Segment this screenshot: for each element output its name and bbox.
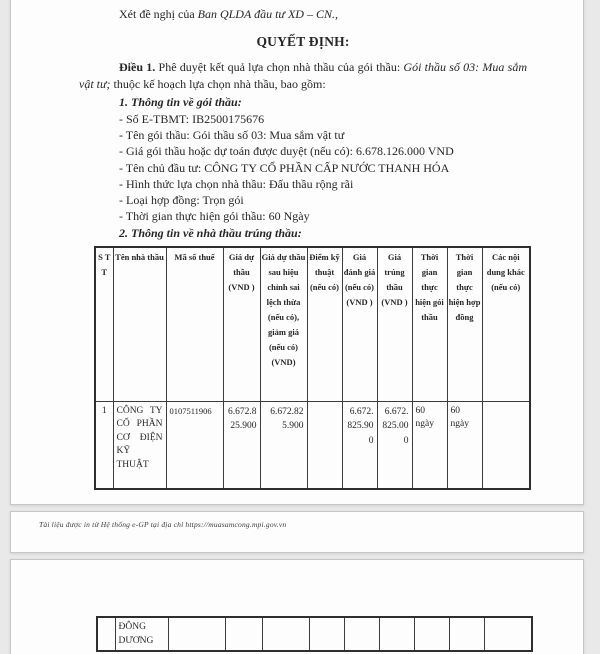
article-text-1: Phê duyệt kết quả lựa chọn nhà thầu của gói thầu: xyxy=(155,60,404,74)
winning-bidder-table xyxy=(94,246,531,490)
intro-italic-text: Ban QLDA đầu tư XD – CN., xyxy=(197,7,338,21)
table-cell: 1 xyxy=(95,401,113,489)
package-info-item: - Số E-TBMT: IB2500175676 xyxy=(119,112,265,126)
header-cell: Tên nhà thầu xyxy=(113,247,166,401)
table-header-row xyxy=(95,247,530,401)
header-cell: S T T xyxy=(95,247,113,401)
table-cell xyxy=(449,617,484,651)
header-cell: Thời gian thực hiện hợp đồng xyxy=(447,247,482,401)
table-cell xyxy=(379,617,414,651)
table-row xyxy=(97,617,532,651)
table-cell xyxy=(344,617,379,651)
page-2-table-fragment xyxy=(96,616,533,652)
intro-text: Xét đề nghị của xyxy=(119,7,198,21)
egp-footer-note: Tài liệu được in từ Hệ thống e-GP tại địa chỉ https://muasamcong.mpi.gov.vn xyxy=(39,520,287,529)
page-footer-strip xyxy=(10,511,584,553)
table-cell: 60 ngày xyxy=(412,401,447,489)
header-cell: Giá trúng thầu (VND ) xyxy=(377,247,412,401)
section-2-heading: 2. Thông tin về nhà thầu trúng thầu: xyxy=(119,226,302,241)
page-1 xyxy=(10,0,584,505)
table-cell: CÔNG TY CỔ PHẦN CƠ ĐIỆN KỸ THUẬT xyxy=(113,401,166,489)
header-cell: Giá dự thầu (VND ) xyxy=(223,247,260,401)
package-info-item: - Loại hợp đồng: Trọn gói xyxy=(119,193,244,208)
article-label: Điều 1. xyxy=(119,60,156,74)
decision-title: QUYẾT ĐỊNH: xyxy=(256,34,350,49)
package-info-item: - Hình thức lựa chọn nhà thầu: Đấu thầu rộng rãi xyxy=(119,176,354,191)
article-package-name: Gói thầu số 03: Mua sắm vật tư; xyxy=(79,60,528,91)
header-cell: Điểm kỹ thuật (nếu có) xyxy=(307,247,342,401)
header-cell: Các nội dung khác (nếu có) xyxy=(482,247,530,401)
package-info-item: - Giá gói thầu hoặc dự toán được duyệt (nếu có): 6.678.126.000 VND xyxy=(119,144,454,159)
table-cell xyxy=(307,401,342,489)
table-cell xyxy=(484,617,532,651)
header-cell: Mã số thuế xyxy=(166,247,223,401)
page-1-content xyxy=(79,0,527,490)
table-cell: 0107511906 xyxy=(166,401,223,489)
package-info-item: - Thời gian thực hiện gói thầu: 60 Ngày xyxy=(119,209,310,224)
article-1-paragraph xyxy=(79,59,527,92)
table-cell xyxy=(262,617,309,651)
package-info-item: - Tên chủ đầu tư: CÔNG TY CỔ PHẦN CẤP NƯỚC THANH HÓA xyxy=(119,160,450,175)
table-cell xyxy=(482,401,530,489)
table-cell xyxy=(225,617,262,651)
table-row xyxy=(95,401,530,489)
table-cell: 6.672.825.000 xyxy=(377,401,412,489)
table-cell xyxy=(97,617,115,651)
article-text-2: thuộc kế hoạch lựa chọn nhà thầu, bao gồm: xyxy=(110,76,326,91)
table-cell xyxy=(168,617,225,651)
section-1-heading: 1. Thông tin về gói thầu: xyxy=(119,95,242,109)
table-cell xyxy=(309,617,344,651)
table-cell xyxy=(414,617,449,651)
table-cell: 60 ngày xyxy=(447,401,482,489)
header-cell: Giá đánh giá (nếu có) (VND ) xyxy=(342,247,377,401)
package-info-list xyxy=(119,111,527,224)
table-cell: 6.672.825.900 xyxy=(260,401,307,489)
header-cell: Thời gian thực hiện gói thầu xyxy=(412,247,447,401)
table-cell: ĐÔNG DƯƠNG xyxy=(115,617,168,651)
header-cell: Giá dự thầu sau hiệu chỉnh sai lệch thừa (nếu có), giảm giá (nếu có) (VND) xyxy=(260,247,307,401)
intro-line xyxy=(119,7,527,22)
table-cell: 6.672.825.900 xyxy=(223,401,260,489)
table-cell: 6.672.825.900 xyxy=(342,401,377,489)
package-info-item: - Tên gói thầu: Gói thầu số 03: Mua sắm vật tư xyxy=(119,128,345,143)
page-2 xyxy=(10,559,584,654)
